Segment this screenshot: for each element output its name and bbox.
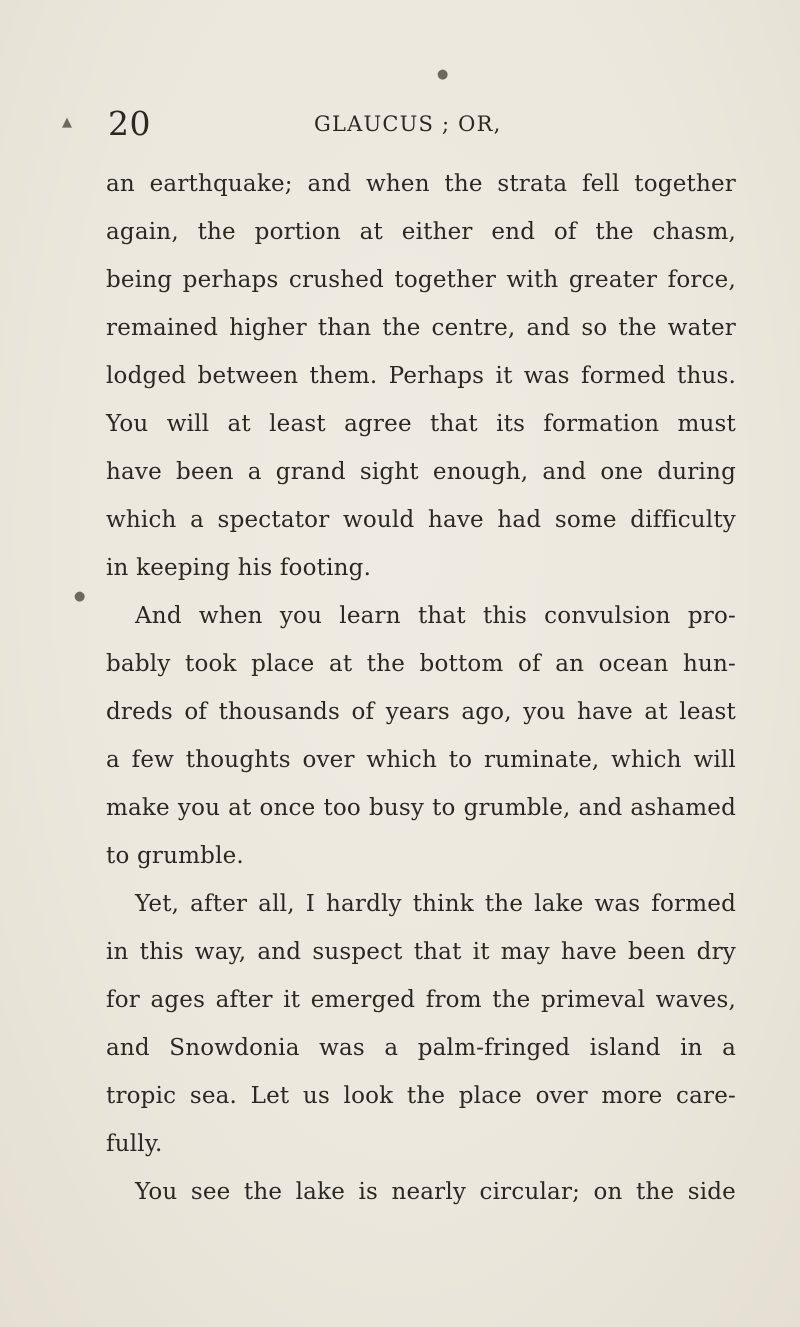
text-line: and Snowdonia was a palm-fringed island in a <box>106 1035 736 1061</box>
text-line: which a spectator would have had some difficulty <box>106 507 736 533</box>
text-line: lodged between them. Perhaps it was formed thus. <box>106 363 736 389</box>
text-line: a few thoughts over which to ruminate, which will <box>106 747 736 773</box>
text-line: fully. <box>106 1131 163 1157</box>
text-line: an earthquake; and when the strata fell together <box>106 171 736 197</box>
text-line: to grumble. <box>106 843 244 869</box>
text-line: in this way, and suspect that it may have been dry <box>106 939 736 965</box>
text-line: again, the portion at either end of the chasm, <box>106 219 736 245</box>
text-line: tropic sea. Let us look the place over more care- <box>106 1083 736 1109</box>
text-line: You will at least agree that its formation must <box>106 411 736 437</box>
running-title: GLAUCUS ; OR, <box>314 112 502 136</box>
text-line: bably took place at the bottom of an ocean hun- <box>106 651 736 677</box>
text-line: make you at once too busy to grumble, and ashamed <box>106 795 736 821</box>
page-number: 20 <box>108 104 151 143</box>
page-speck: ● <box>74 589 86 604</box>
text-line: in keeping his footing. <box>106 555 372 581</box>
page-speck: ● <box>437 67 449 82</box>
page-speck: ▲ <box>62 115 72 130</box>
text-line: for ages after it emerged from the primeval waves, <box>106 987 736 1013</box>
running-head <box>108 104 748 144</box>
text-line: And when you learn that this convulsion pro- <box>135 603 736 629</box>
text-line: You see the lake is nearly circular; on the side <box>135 1179 736 1205</box>
text-line: being perhaps crushed together with greater force, <box>106 267 736 293</box>
text-line: Yet, after all, I hardly think the lake was formed <box>135 891 736 917</box>
text-line: remained higher than the centre, and so the water <box>106 315 736 341</box>
text-line: dreds of thousands of years ago, you have at least <box>106 699 736 725</box>
text-line: have been a grand sight enough, and one during <box>106 459 736 485</box>
body-text <box>106 160 736 1216</box>
